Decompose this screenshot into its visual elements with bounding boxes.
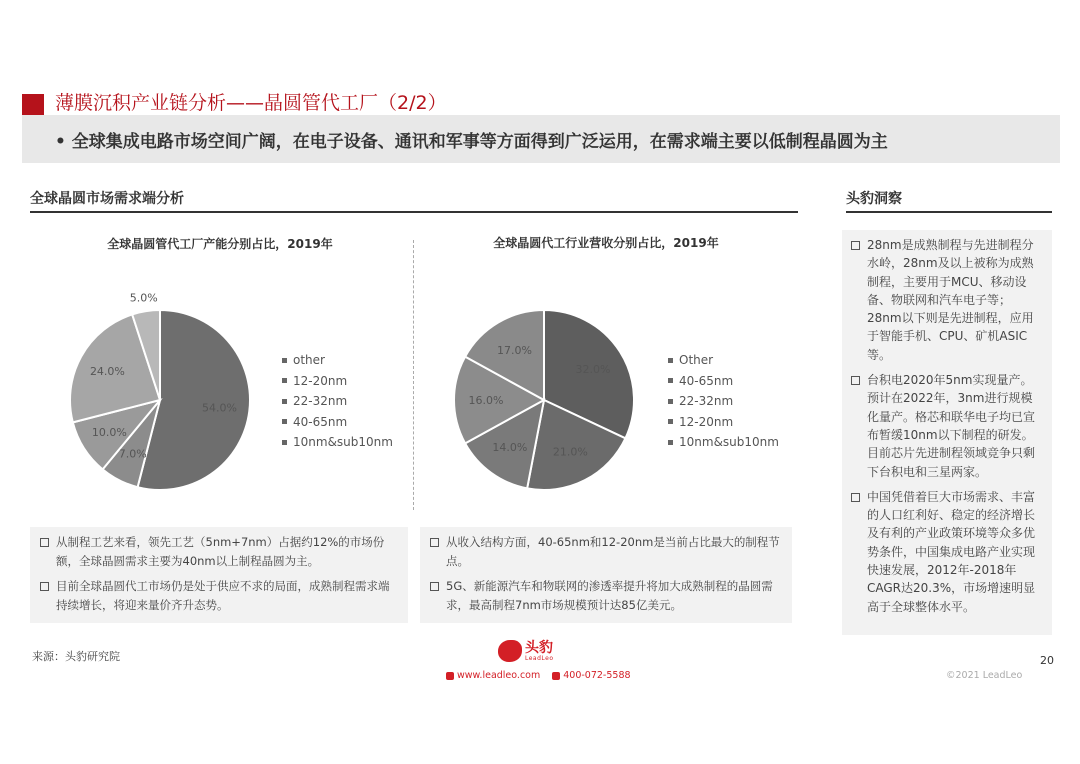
left-note-2: 目前全球晶圆代工市场仍是处于供应不求的局面，成熟制程需求端持续增长，将迎来量价齐升态势。 [40, 577, 398, 615]
legend-swatch [282, 399, 287, 404]
brand-subname: LeadLeo [525, 654, 554, 662]
legend-swatch [668, 440, 673, 445]
legend-item [668, 350, 779, 371]
page-number: 20 [1040, 654, 1054, 667]
pie-slice-label: 24.0% [89, 365, 125, 379]
legend-label: 22-32nm [679, 394, 734, 409]
legend-item [282, 412, 393, 433]
legend-item [668, 371, 779, 392]
source-note: 来源：头豹研究院 [32, 650, 120, 663]
chart-1-legend [282, 350, 393, 453]
left-notes [30, 527, 408, 623]
leopard-logo-icon [498, 640, 522, 662]
legend-swatch [282, 440, 287, 445]
legend-swatch [668, 419, 673, 424]
phone-number: 400-072-5588 [563, 670, 631, 681]
legend-swatch [282, 358, 287, 363]
pie-slice-label: 17.0% [496, 344, 532, 358]
right-notes [420, 527, 792, 623]
pie-slice-label: 32.0% [575, 362, 611, 376]
legend-label: 10nm&sub10nm [679, 435, 779, 450]
checkbox-icon [430, 582, 439, 591]
contact-line [446, 670, 631, 681]
brand-logo [498, 640, 554, 662]
checkbox-icon [40, 538, 49, 547]
chart-2-pie [430, 290, 670, 510]
legend-item [282, 350, 393, 371]
title-marker [22, 94, 44, 116]
checkbox-icon [851, 493, 860, 502]
legend-label: 12-20nm [293, 373, 348, 388]
brand-name: 头豹 [525, 639, 553, 656]
website-link[interactable]: www.leadleo.com [457, 670, 541, 681]
legend-item [282, 391, 393, 412]
left-section-heading: 全球晶圆市场需求端分析 [30, 191, 184, 207]
left-section-rule [30, 211, 798, 213]
checkbox-icon [851, 376, 860, 385]
left-note-1: 从制程工艺来看，领先工艺（5nm+7nm）占据约12%的市场份额，全球晶圆需求主要为40nm以上制程晶圆为主。 [40, 533, 398, 571]
legend-item [282, 371, 393, 392]
right-note-2: 5G、新能源汽车和物联网的渗透率提升将加大成熟制程的晶圆需求，最高制程7nm市场规模预计达85亿美元。 [430, 577, 782, 615]
legend-label: 40-65nm [293, 414, 348, 429]
legend-item [668, 432, 779, 453]
copyright: ©2021 LeadLeo [946, 670, 1023, 681]
pie-slice-label: 7.0% [118, 447, 147, 461]
legend-swatch [282, 419, 287, 424]
legend-label: 40-65nm [679, 373, 734, 388]
legend-swatch [668, 399, 673, 404]
pie-slice-label: 10.0% [91, 426, 127, 440]
legend-item [282, 432, 393, 453]
page-title: 薄膜沉积产业链分析——晶圆管代工厂（2/2） [55, 92, 447, 114]
chart-2-title: 全球晶圆代工行业营收分别占比，2019年 [493, 236, 719, 250]
phone-icon [552, 672, 560, 680]
checkbox-icon [851, 241, 860, 250]
insight-3: 中国凭借着巨大市场需求、丰富的人口红利好、稳定的经济增长及有利的产业政策环境等众多优势条件，中国集成电路产业实现快速发展，2012年-2018年CAGR达20.3%，市场增速明显高于全球整体水平。 [851, 488, 1043, 616]
chart-divider [413, 240, 414, 510]
legend-label: 10nm&sub10nm [293, 435, 393, 450]
pie-slice-label: 21.0% [552, 445, 588, 459]
checkbox-icon [40, 582, 49, 591]
checkbox-icon [430, 538, 439, 547]
legend-swatch [282, 378, 287, 383]
chart-1-pie [40, 290, 280, 510]
insights-panel [842, 230, 1052, 635]
pie-slice-label: 14.0% [492, 440, 528, 454]
insight-2: 台积电2020年5nm实现量产。预计在2022年，3nm进行规模化量产。格芯和联华电子均已宣布暂缓10nm以下制程的研发。目前芯片先进制程领域竞争只剩下台积电和三星两家。 [851, 371, 1043, 481]
pie-slice-label: 16.0% [468, 394, 504, 407]
legend-swatch [668, 378, 673, 383]
legend-label: Other [679, 353, 714, 368]
web-icon [446, 672, 454, 680]
legend-label: 22-32nm [293, 394, 348, 409]
legend-label: other [293, 353, 325, 368]
right-section-heading: 头豹洞察 [846, 191, 902, 207]
insight-1: 28nm是成熟制程与先进制程分水岭，28nm及以上被称为成熟制程，主要用于MCU、移动设备、物联网和汽车电子等；28nm以下则是先进制程，应用于智能手机、CPU、矿机ASIC等。 [851, 236, 1043, 364]
legend-swatch [668, 358, 673, 363]
chart-1-title: 全球晶圆管代工厂产能分别占比，2019年 [107, 237, 333, 251]
right-section-rule [846, 211, 1052, 213]
legend-item [668, 412, 779, 433]
pie-slice-label: 54.0% [202, 401, 238, 415]
pie-slice-label: 5.0% [129, 291, 158, 305]
legend-item [668, 391, 779, 412]
chart-2-legend [668, 350, 779, 453]
page-subtitle: • 全球集成电路市场空间广阔，在电子设备、通讯和军事等方面得到广泛运用，在需求端主要以低制程晶圆为主 [55, 132, 888, 152]
right-note-1: 从收入结构方面，40-65nm和12-20nm是当前占比最大的制程节点。 [430, 533, 782, 571]
legend-label: 12-20nm [679, 414, 734, 429]
